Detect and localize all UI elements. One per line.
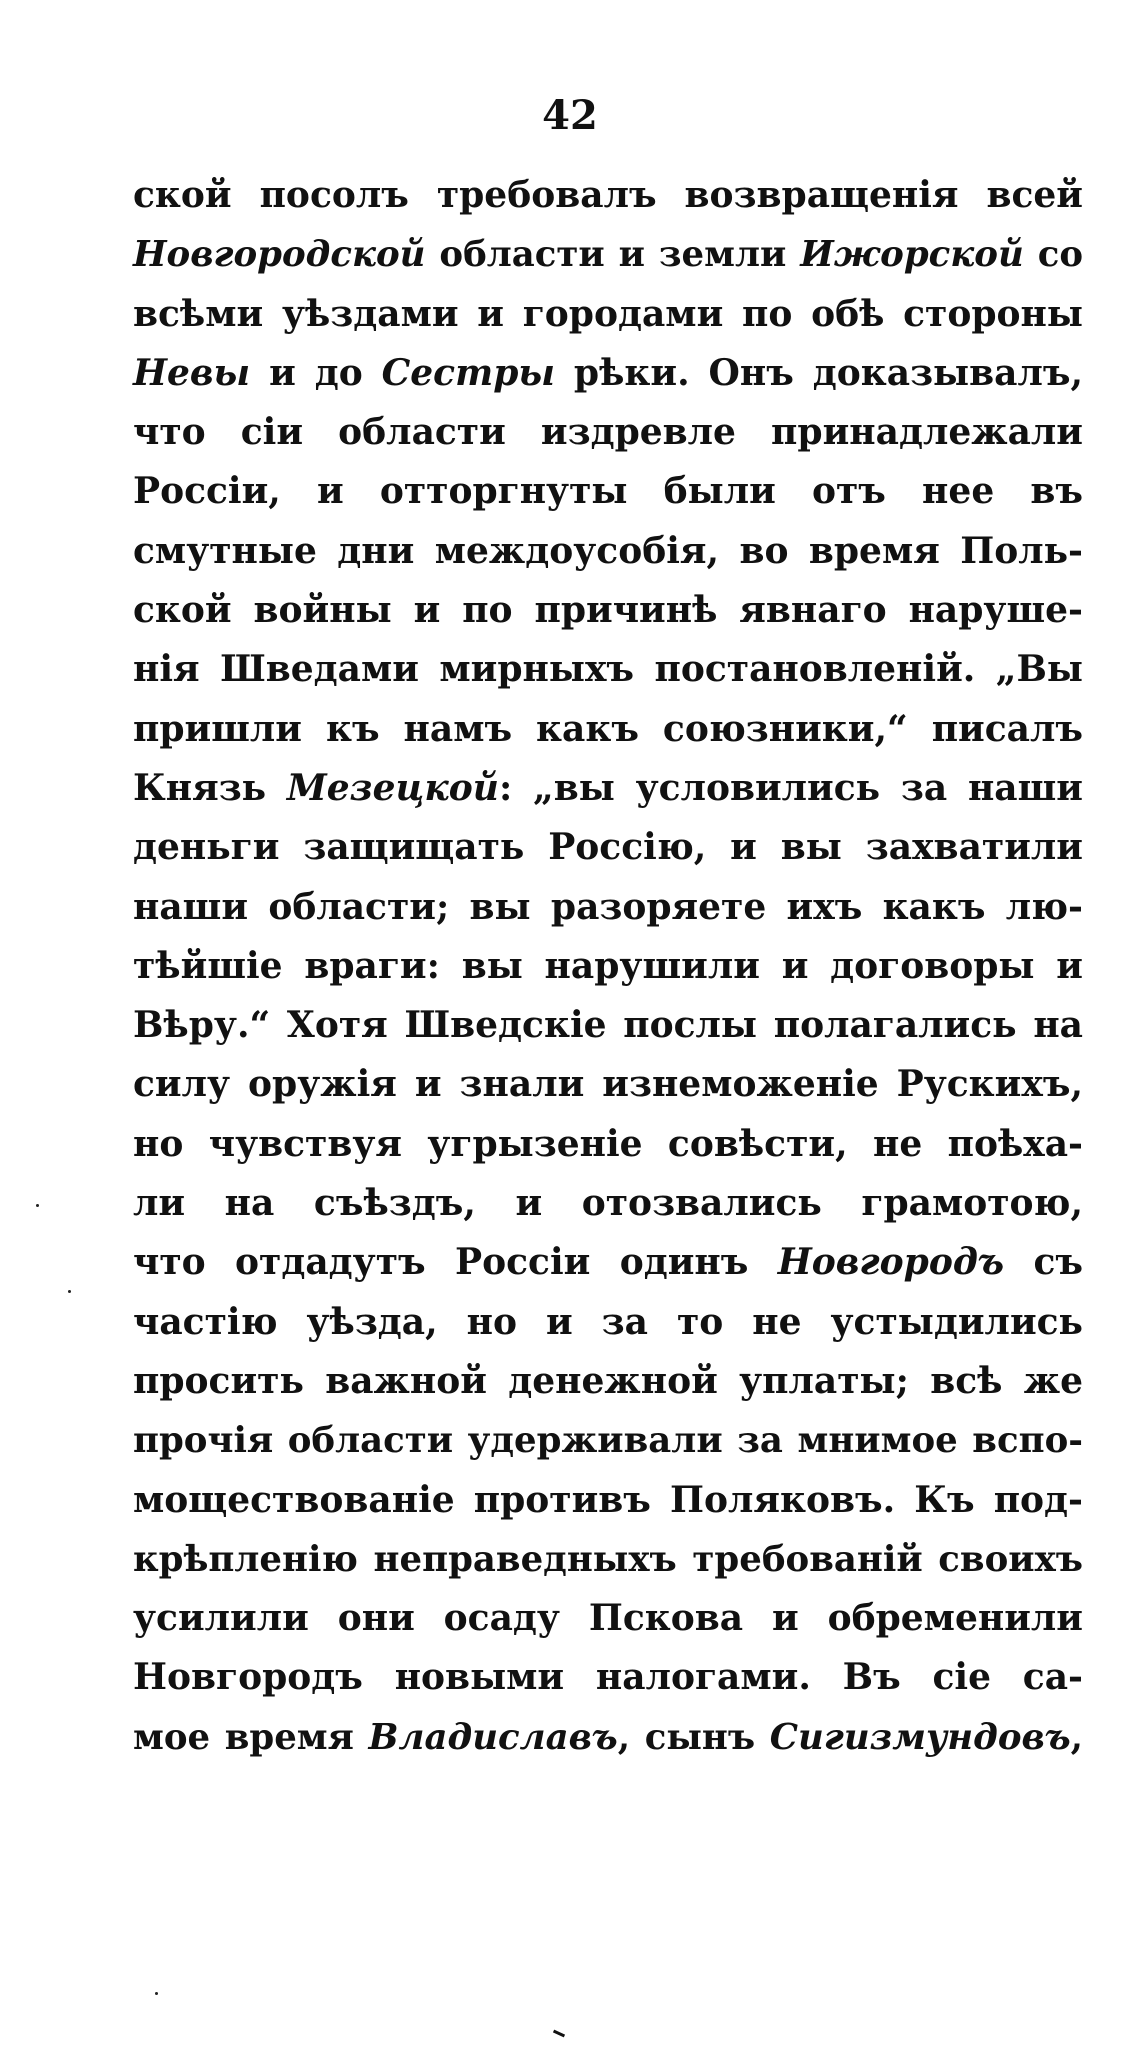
text-segment: что отдадутъ Россіи одинъ [133, 1241, 778, 1284]
text-segment: частію уѣзда, но и за то не устыдились [133, 1300, 1083, 1343]
text-line-12 [133, 818, 1083, 877]
text-line-1 [133, 166, 1083, 225]
text-segment-italic: Владиславъ [368, 1716, 618, 1758]
text-line-7 [133, 522, 1083, 581]
text-segment: области и земли [425, 234, 801, 276]
text-segment: Новгородъ новыми налогами. Въ сіе са- [133, 1656, 1083, 1699]
text-line-9 [133, 640, 1083, 699]
text-segment: но чувствуя угрызеніе совѣсти, не поѣха- [133, 1122, 1083, 1165]
text-segment: ской войны и по причинѣ явнаго наруше- [133, 589, 1083, 632]
text-segment: деньги защищать Россію, и вы захватили [133, 826, 1083, 869]
text-line-24 [133, 1530, 1083, 1589]
text-line-3 [133, 285, 1083, 344]
text-segment: рѣки. Онъ доказывалъ, [555, 351, 1084, 394]
text-segment: мое время [133, 1716, 369, 1758]
text-line-15 [133, 996, 1083, 1055]
text-segment: всѣми уѣздами и городами по обѣ стороны [133, 292, 1083, 335]
text-line-8 [133, 581, 1083, 640]
text-line-6 [133, 462, 1083, 521]
paper-mark [553, 2030, 565, 2038]
text-line-17 [133, 1115, 1083, 1174]
text-segment: смутные дни междоусобія, во время Поль- [133, 529, 1083, 572]
text-line-14 [133, 937, 1083, 996]
text-segment: что сіи области издревле принадлежали [133, 411, 1083, 454]
text-segment-italic: Сигизмундовъ [769, 1716, 1071, 1758]
text-segment: силу оружія и знали изнеможеніе Рускихъ, [133, 1063, 1083, 1106]
text-segment: съ [1004, 1241, 1083, 1284]
text-segment: со [1023, 234, 1084, 276]
text-segment-italic: Сестры [381, 351, 555, 394]
text-line-4 [133, 344, 1083, 403]
paper-speck [68, 1290, 71, 1293]
text-segment-italic: Ижорской [800, 234, 1024, 276]
text-segment: Вѣру.“ Хотя Шведскіе послы полагались на [133, 1004, 1083, 1047]
text-segment: тѣйшіе враги: вы нарушили и договоры и [133, 944, 1083, 987]
text-segment: ской посолъ требовалъ возвращенія всей [133, 174, 1083, 216]
text-line-21 [133, 1352, 1083, 1411]
text-segment: : „вы условились за наши [498, 766, 1084, 809]
text-segment: моществованіе противъ Поляковъ. Къ под- [133, 1478, 1083, 1521]
text-line-11 [133, 759, 1083, 818]
text-line-25 [133, 1589, 1083, 1648]
text-segment: нія Шведами мирныхъ постановленій. „Вы [133, 648, 1083, 691]
text-line-18 [133, 1174, 1083, 1233]
text-segment-italic: Новгородъ [777, 1241, 1005, 1284]
text-segment: наши области; вы разоряете ихъ какъ лю- [133, 885, 1083, 928]
text-line-22 [133, 1411, 1083, 1470]
text-segment: крѣпленію неправедныхъ требованій своихъ [133, 1538, 1083, 1580]
text-line-5 [133, 403, 1083, 462]
text-line-13 [133, 878, 1083, 937]
text-segment: , сынъ [617, 1716, 770, 1758]
text-line-10 [133, 700, 1083, 759]
text-line-27 [133, 1708, 1083, 1767]
text-segment: Россіи, и отторгнуты были отъ нее въ [133, 470, 1083, 513]
text-line-20 [133, 1293, 1083, 1352]
text-line-2 [133, 225, 1083, 284]
text-segment: , [1070, 1716, 1083, 1758]
page-number: 42 [542, 92, 598, 139]
text-segment: просить важной денежной уплаты; всѣ же [133, 1359, 1083, 1402]
paper-speck [155, 1992, 158, 1995]
text-segment: прочія области удерживали за мнимое вспо- [133, 1420, 1083, 1462]
paper-speck [36, 1204, 39, 1207]
text-line-19 [133, 1233, 1083, 1292]
text-segment: усилили они осаду Пскова и обременили [133, 1597, 1083, 1640]
text-segment: пришли къ намъ какъ союзники,“ писалъ [133, 707, 1083, 750]
body-text [133, 166, 1083, 1767]
text-line-16 [133, 1055, 1083, 1114]
text-segment-italic: Мезецкой [286, 766, 499, 809]
text-segment: и до [250, 351, 382, 394]
text-line-23 [133, 1471, 1083, 1530]
text-segment-italic: Новгородской [133, 234, 426, 276]
text-line-26 [133, 1648, 1083, 1707]
text-segment: ли на съѣздъ, и отозвались грамотою, [133, 1182, 1083, 1225]
text-segment-italic: Невы [133, 351, 251, 394]
text-segment: Князь [133, 766, 287, 809]
